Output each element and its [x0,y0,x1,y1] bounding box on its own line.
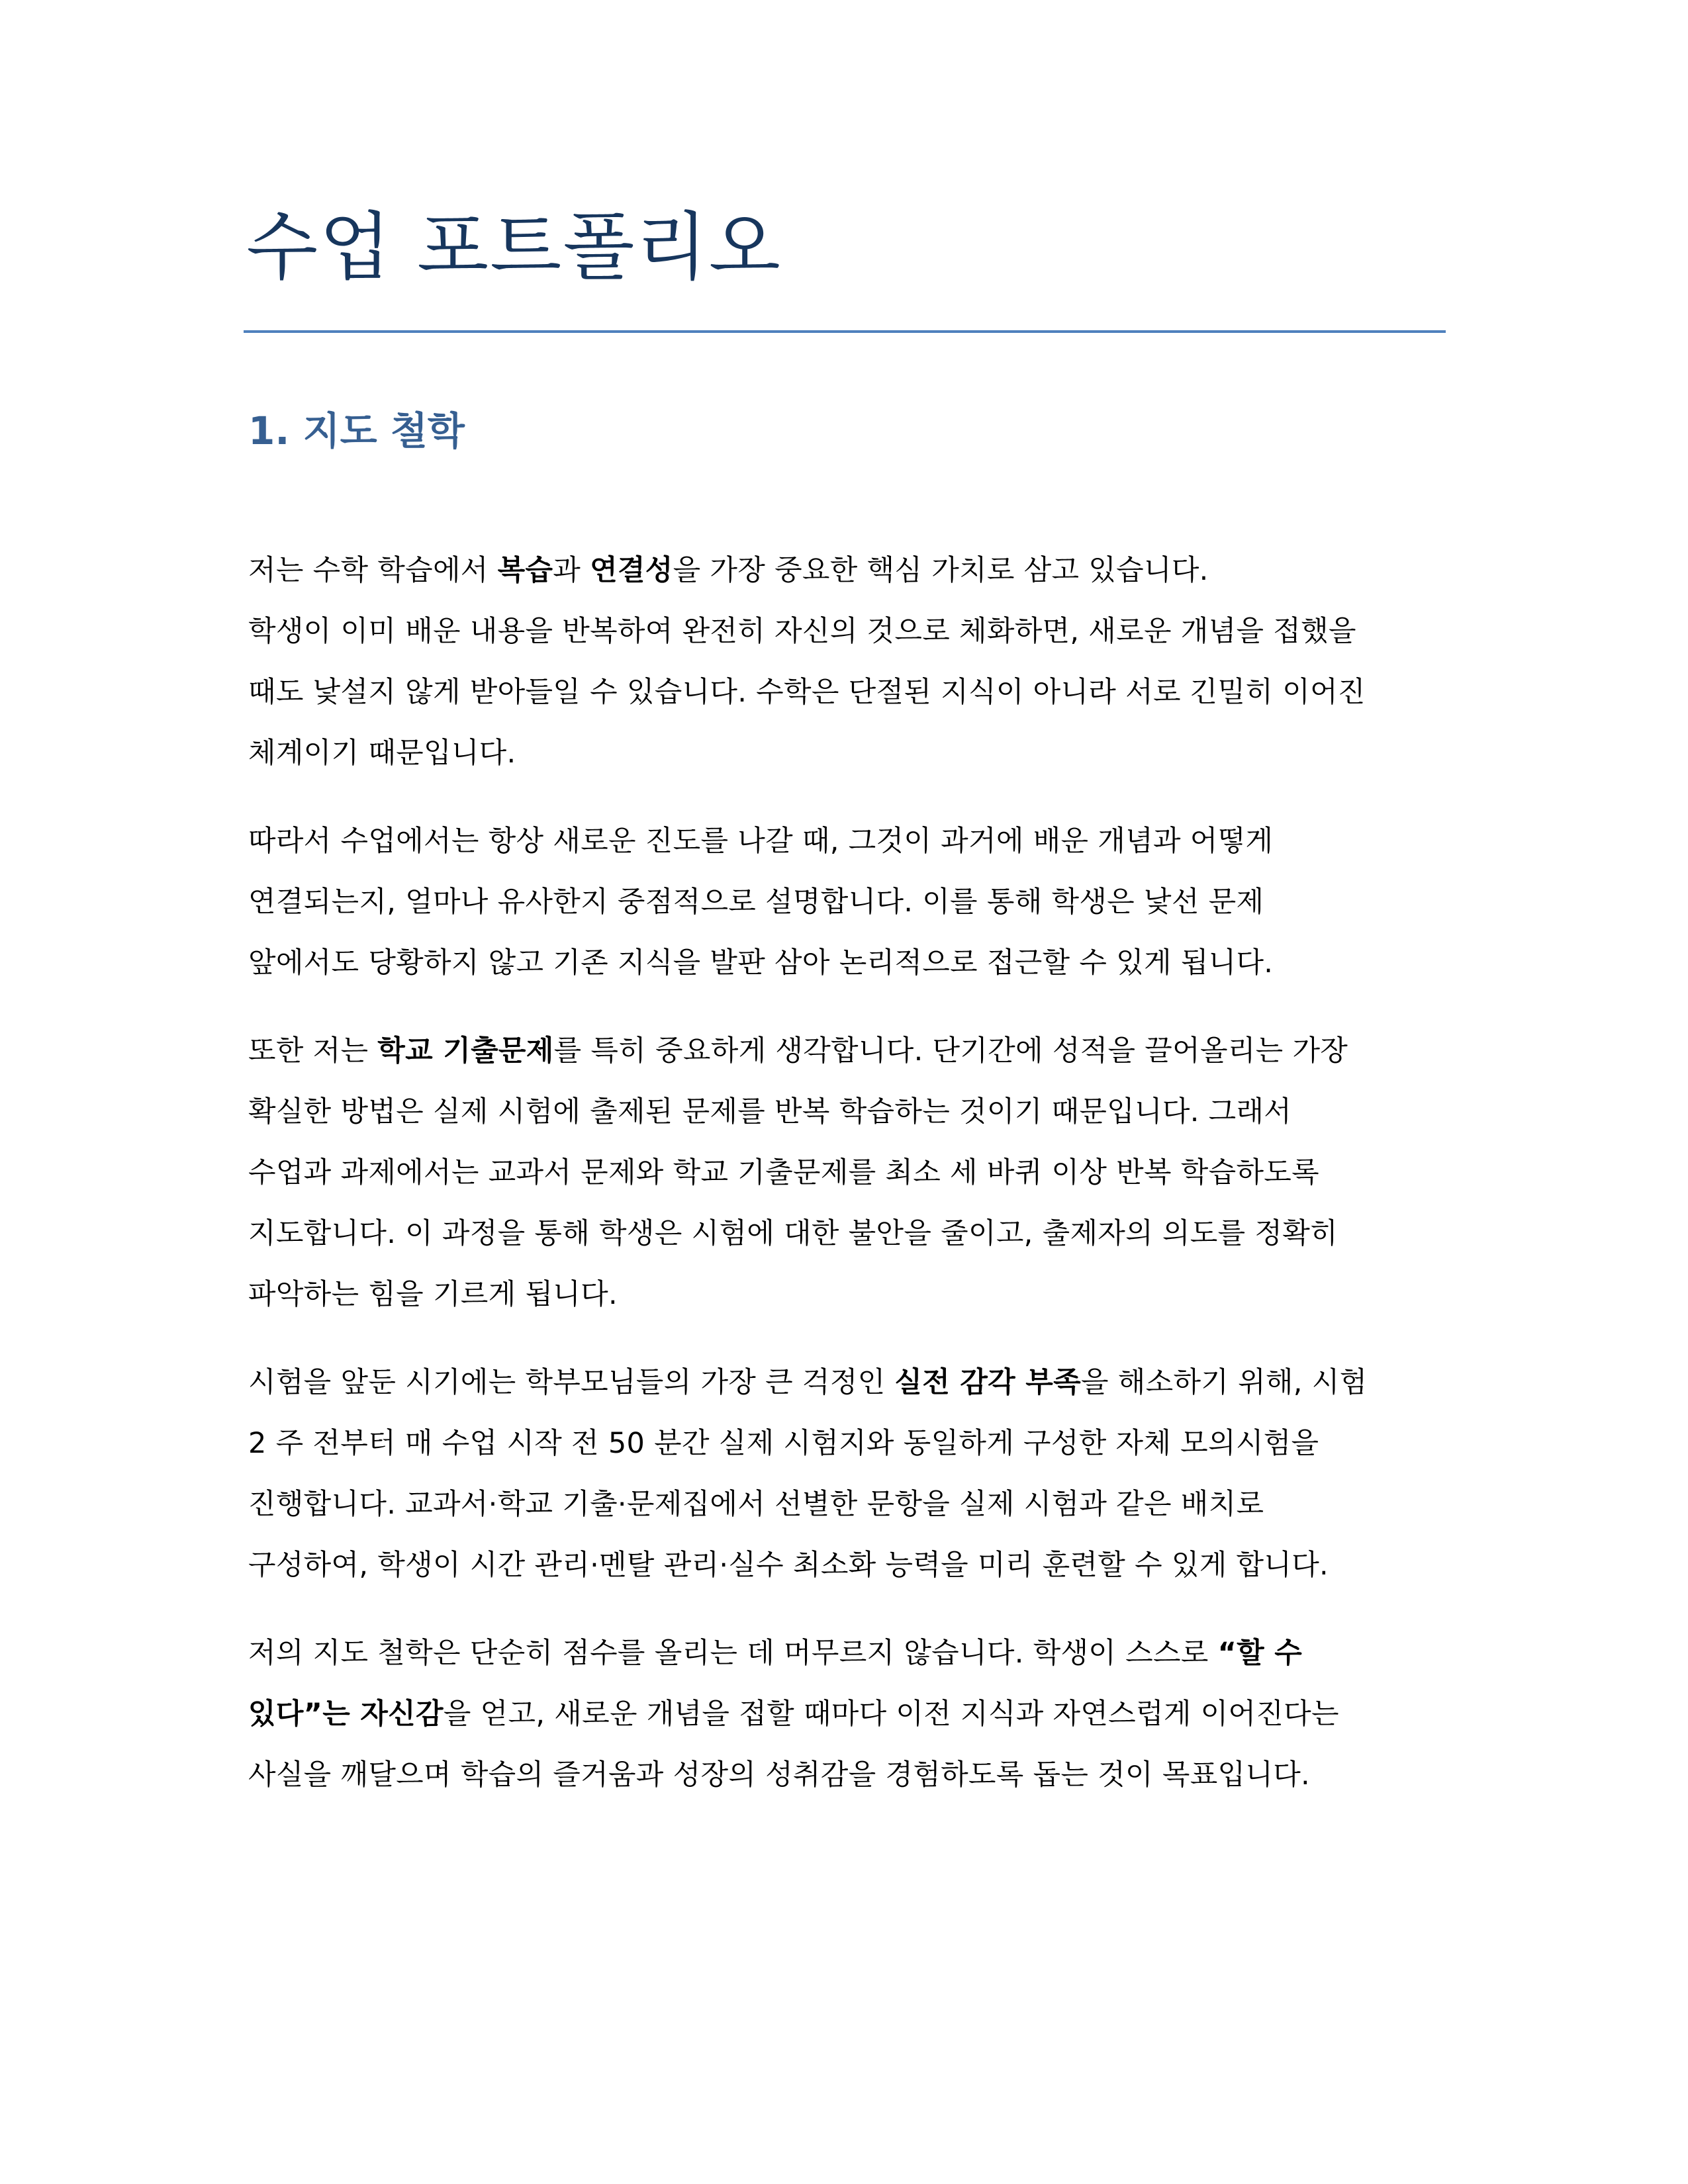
text-run: 을 얻고, 새로운 개념을 접할 때마다 이전 지식과 자연스럽게 이어진다는 [443,1698,1339,1731]
text-run: 따라서 수업에서는 항상 새로운 진도를 나갈 때, 그것이 과거에 배운 개념과 어떻게 [248,825,1274,858]
paragraph-line [248,1547,1460,1608]
body-paragraph [248,553,1460,796]
body-paragraph [248,1365,1460,1608]
text-run: 저는 수학 학습에서 [248,554,498,587]
paragraph-line [248,1365,1460,1426]
text-run: 지도합니다. 이 과정을 통해 학생은 시험에 대한 불안을 줄이고, 출제자의 의도를 정확히 [248,1217,1338,1250]
paragraph-line [248,553,1460,614]
emphasized-text: 실전 감각 부족 [894,1366,1081,1399]
text-run: 을 해소하기 위해, 시험 [1080,1366,1368,1399]
emphasized-text: 연결성 [590,554,673,587]
text-run: 과 [553,554,590,587]
paragraph-line [248,884,1460,945]
paragraph-line [248,674,1460,735]
paragraph-line [248,1635,1460,1696]
text-run: 연결되는지, 얼마나 유사한지 중점적으로 설명합니다. 이를 통해 학생은 낯선 문제 [248,886,1264,919]
text-run: 저의 지도 철학은 단순히 점수를 올리는 데 머무르지 않습니다. 학생이 스스로 [248,1637,1218,1670]
body-paragraph [248,1033,1460,1338]
text-run: 시험을 앞둔 시기에는 학부모님들의 가장 큰 걱정인 [248,1366,895,1399]
paragraph-line [248,614,1460,674]
emphasized-text: 학교 기출문제 [377,1034,554,1068]
text-run: 수업과 과제에서는 교과서 문제와 학교 기출문제를 최소 세 바퀴 이상 반복 학습하도록 [248,1156,1319,1189]
section-heading-teaching-philosophy: 1. 지도 철학 [248,408,465,453]
section-body [248,553,1460,1845]
paragraph-line [248,1696,1460,1757]
paragraph-line [248,1757,1460,1818]
text-run: 앞에서도 당황하지 않고 기존 지식을 발판 삼아 논리적으로 접근할 수 있게 됩니다. [248,946,1274,979]
text-run: 체계이기 때문입니다. [248,737,516,770]
emphasized-text: “할 수 [1217,1637,1303,1670]
document-title: 수업 포트폴리오 [246,205,782,291]
text-run: 학생이 이미 배운 내용을 반복하여 완전히 자신의 것으로 체화하면, 새로운 개념을 접했을 [248,615,1356,648]
paragraph-line [248,823,1460,884]
text-run: 구성하여, 학생이 시간 관리·멘탈 관리·실수 최소화 능력을 미리 훈련할 수 있게 합니다. [248,1549,1329,1582]
title-underline-divider [244,330,1446,333]
paragraph-line [248,1426,1460,1486]
paragraph-line [248,945,1460,1006]
paragraph-line [248,735,1460,796]
text-run: 또한 저는 [248,1034,378,1068]
text-run: 를 특히 중요하게 생각합니다. 단기간에 성적을 끌어올리는 가장 [553,1034,1348,1068]
paragraph-line [248,1094,1460,1155]
text-run: 사실을 깨달으며 학습의 즐거움과 성장의 성취감을 경험하도록 돕는 것이 목표입니다. [248,1758,1311,1792]
text-run: 2 주 전부터 매 수업 시작 전 50 분간 실제 시험지와 동일하게 구성한 자체 모의시험을 [248,1427,1319,1460]
emphasized-text: 복습 [497,554,553,587]
paragraph-line [248,1216,1460,1277]
emphasized-text: 있다”는 자신감 [248,1698,444,1731]
text-run: 확실한 방법은 실제 시험에 출제된 문제를 반복 학습하는 것이기 때문입니다. 그래서 [248,1095,1292,1128]
body-paragraph [248,823,1460,1006]
text-run: 때도 낯설지 않게 받아들일 수 있습니다. 수학은 단절된 지식이 아니라 서로 긴밀히 이어진 [248,676,1366,709]
text-run: 을 가장 중요한 핵심 가치로 삼고 있습니다. [673,554,1209,587]
text-run: 진행합니다. 교과서·학교 기출·문제집에서 선별한 문항을 실제 시험과 같은 배치로 [248,1488,1264,1521]
paragraph-line [248,1277,1460,1338]
body-paragraph [248,1635,1460,1818]
paragraph-line [248,1155,1460,1216]
paragraph-line [248,1033,1460,1094]
text-run: 파악하는 힘을 기르게 됩니다. [248,1278,618,1311]
paragraph-line [248,1486,1460,1547]
